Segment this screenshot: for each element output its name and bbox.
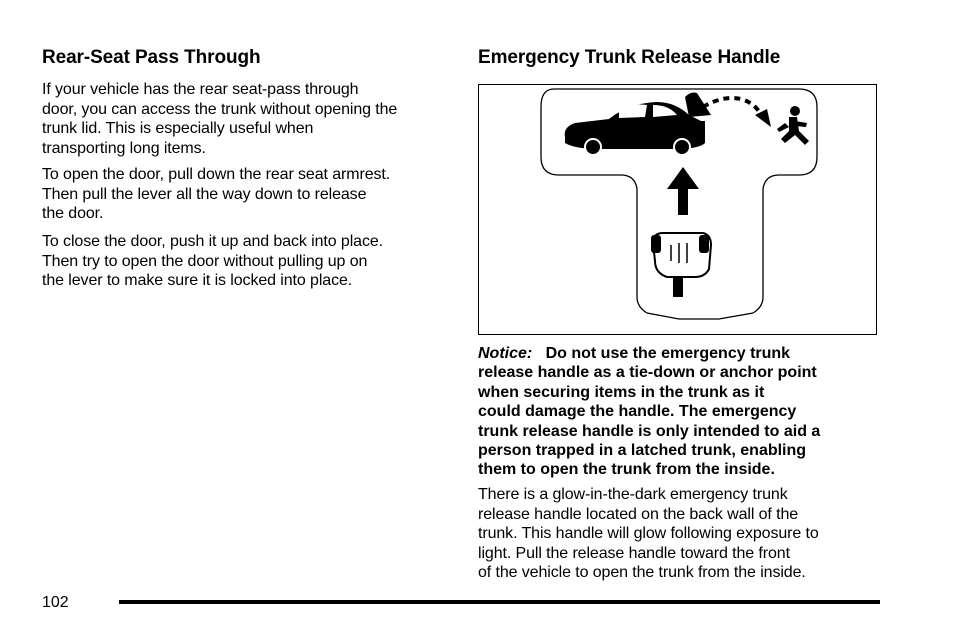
car-open-trunk-icon: [565, 93, 711, 156]
text-line: Then try to open the door without pulling up on: [42, 252, 368, 270]
running-person-icon: [777, 106, 809, 145]
text-line: of the vehicle to open the trunk from the inside.: [478, 564, 806, 581]
notice-line: them to open the trunk from the inside.: [478, 461, 775, 479]
notice-line: release handle as a tie-down or anchor point: [478, 364, 817, 382]
text-line: To open the door, pull down the rear seat armrest.: [42, 166, 391, 183]
notice-label: Notice:: [478, 345, 533, 362]
text-line: To close the door, push it up and back into place.: [42, 233, 384, 250]
notice-line: trunk release handle is only intended to aid a: [478, 422, 821, 440]
text-line: trunk lid. This is especially useful when: [42, 120, 314, 137]
text-line: the door.: [42, 205, 104, 222]
paragraph-glow-handle: [478, 485, 819, 583]
footer-rule: [119, 600, 880, 604]
section-heading-rear-seat: Rear-Seat Pass Through: [42, 47, 261, 68]
arrow-up-icon: [667, 167, 699, 215]
notice-text: Do not use the emergency trunk: [545, 345, 791, 362]
paragraph-rear-seat-intro: [42, 80, 397, 158]
text-line: Then pull the lever all the way down to release: [42, 185, 367, 203]
page-number: 102: [42, 594, 69, 611]
t-handle-diagram: [479, 85, 876, 334]
notice-line: when securing items in the trunk as it: [478, 383, 765, 401]
text-line: transporting long items.: [42, 139, 206, 157]
paragraph-close-door: [42, 232, 383, 291]
text-line: trunk. This handle will glow following exposure to: [478, 525, 819, 542]
text-line: If your vehicle has the rear seat-pass through: [42, 81, 359, 98]
notice-line: person trapped in a latched trunk, enabling: [478, 442, 807, 460]
text-line: door, you can access the trunk without opening the: [42, 100, 398, 118]
text-line: light. Pull the release handle toward the front: [478, 544, 790, 562]
notice-line: [478, 344, 820, 363]
paragraph-open-door: [42, 165, 390, 224]
text-line: release handle located on the back wall of the: [478, 505, 799, 523]
dashed-arrow-icon: [703, 98, 771, 127]
trunk-release-handle-illustration: [478, 84, 877, 335]
text-line: the lever to make sure it is locked into place.: [42, 272, 353, 289]
text-line: There is a glow-in-the-dark emergency trunk: [478, 486, 788, 503]
notice-block: [478, 344, 820, 480]
hand-pulling-handle-icon: [651, 233, 711, 297]
section-heading-trunk-release: Emergency Trunk Release Handle: [478, 47, 781, 68]
notice-line: could damage the handle. The emergency: [478, 403, 797, 421]
